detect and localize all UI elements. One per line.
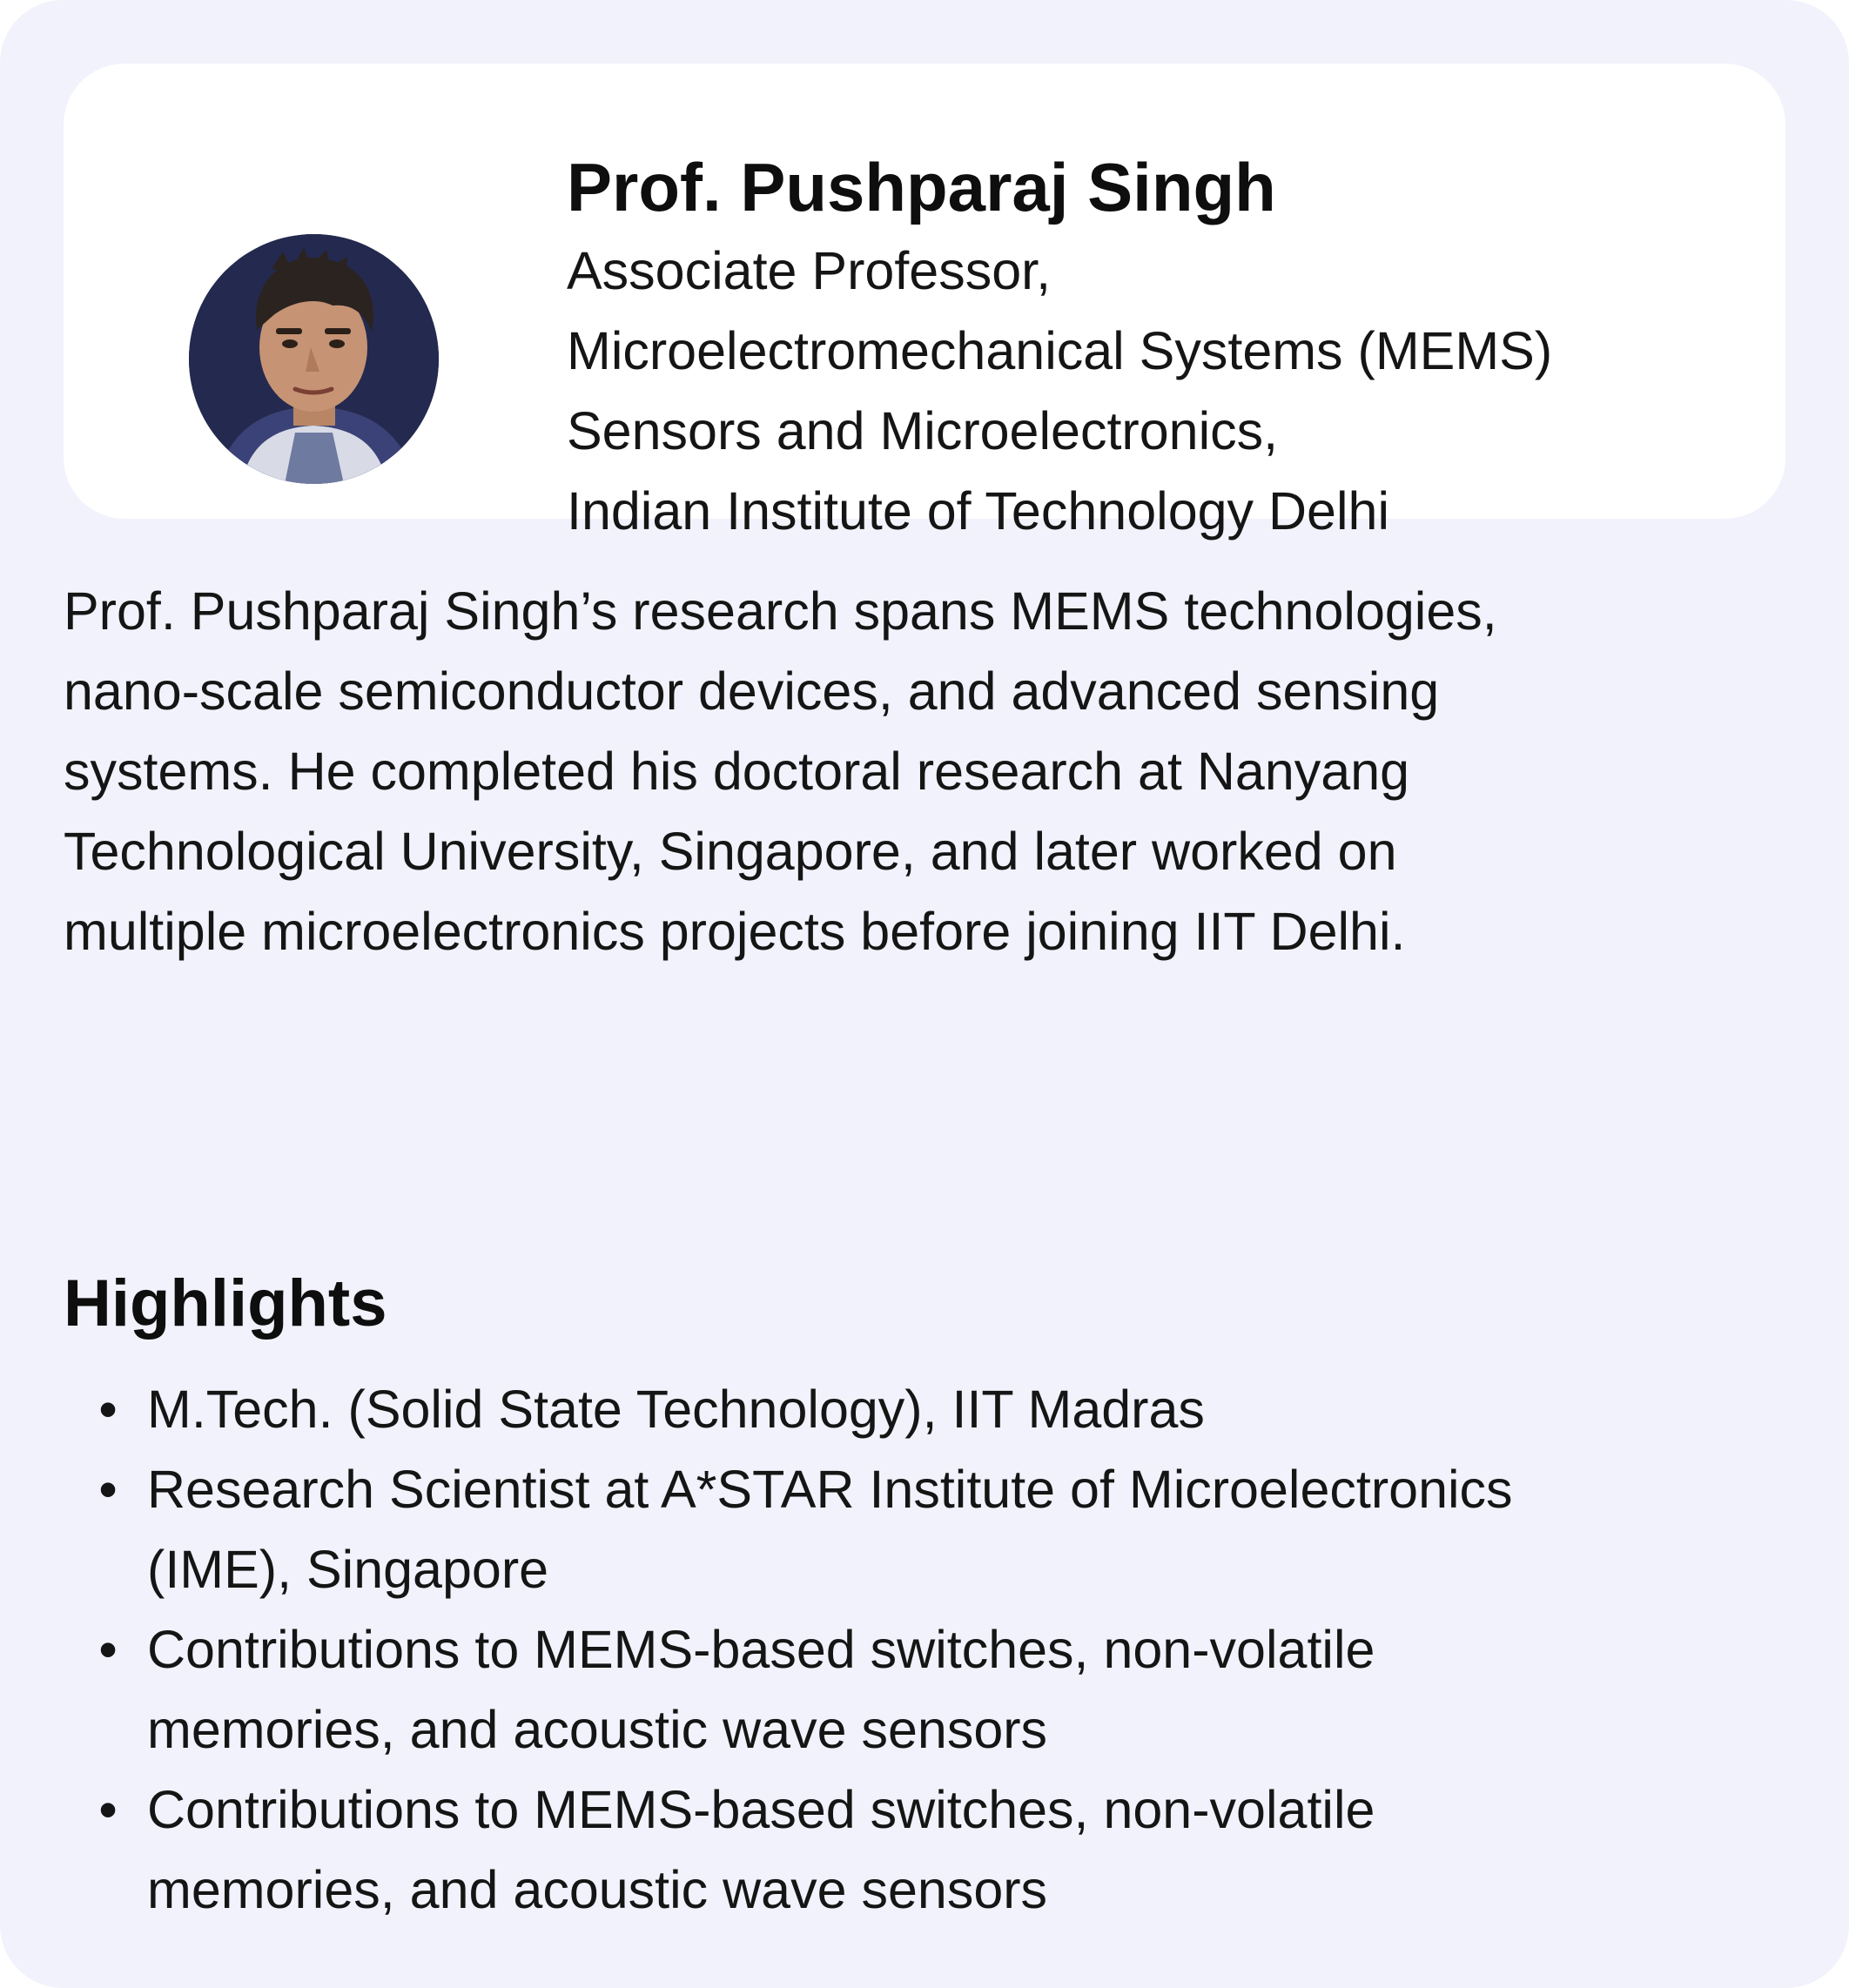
highlights-heading: Highlights bbox=[64, 1266, 387, 1340]
profile-name: Prof. Pushparaj Singh bbox=[567, 149, 1276, 225]
list-item bbox=[64, 1369, 1796, 1449]
affiliation-line: Associate Professor, bbox=[567, 241, 1052, 300]
bullet-icon: • bbox=[98, 1460, 118, 1519]
highlight-text: memories, and acoustic wave sensors bbox=[147, 1700, 1048, 1759]
affiliation-line: Microelectromechanical Systems (MEMS) bbox=[567, 321, 1553, 380]
highlights-list bbox=[64, 1369, 1796, 1930]
list-item bbox=[64, 1770, 1796, 1930]
bio-paragraph bbox=[64, 571, 1796, 971]
bio-line: Technological University, Singapore, and later worked on bbox=[64, 822, 1397, 881]
person-photo-icon bbox=[189, 234, 439, 484]
bio-line: systems. He completed his doctoral research at Nanyang bbox=[64, 742, 1410, 801]
highlight-text: Contributions to MEMS-based switches, non-volatile bbox=[147, 1780, 1375, 1839]
avatar bbox=[189, 234, 439, 484]
affiliation-line: Sensors and Microelectronics, bbox=[567, 401, 1279, 460]
bullet-icon: • bbox=[98, 1620, 118, 1679]
profile-header-card bbox=[64, 64, 1785, 541]
highlight-text: (IME), Singapore bbox=[147, 1540, 549, 1599]
affiliation-line: Indian Institute of Technology Delhi bbox=[567, 481, 1389, 541]
bio-line: multiple microelectronics projects before joining IIT Delhi. bbox=[64, 902, 1406, 961]
list-item bbox=[64, 1609, 1796, 1770]
highlight-text: M.Tech. (Solid State Technology), IIT Madras bbox=[147, 1380, 1205, 1439]
bullet-icon: • bbox=[98, 1380, 118, 1439]
highlight-text: Contributions to MEMS-based switches, non-volatile bbox=[147, 1620, 1375, 1679]
bio-line: Prof. Pushparaj Singh’s research spans MEMS technologies, bbox=[64, 581, 1497, 641]
bio-line: nano-scale semiconductor devices, and advanced sensing bbox=[64, 662, 1440, 721]
highlight-text: Research Scientist at A*STAR Institute of Microelectronics bbox=[147, 1460, 1513, 1519]
highlight-text: memories, and acoustic wave sensors bbox=[147, 1860, 1048, 1919]
bullet-icon: • bbox=[98, 1780, 118, 1839]
list-item bbox=[64, 1449, 1796, 1609]
profile-text bbox=[567, 147, 1777, 551]
